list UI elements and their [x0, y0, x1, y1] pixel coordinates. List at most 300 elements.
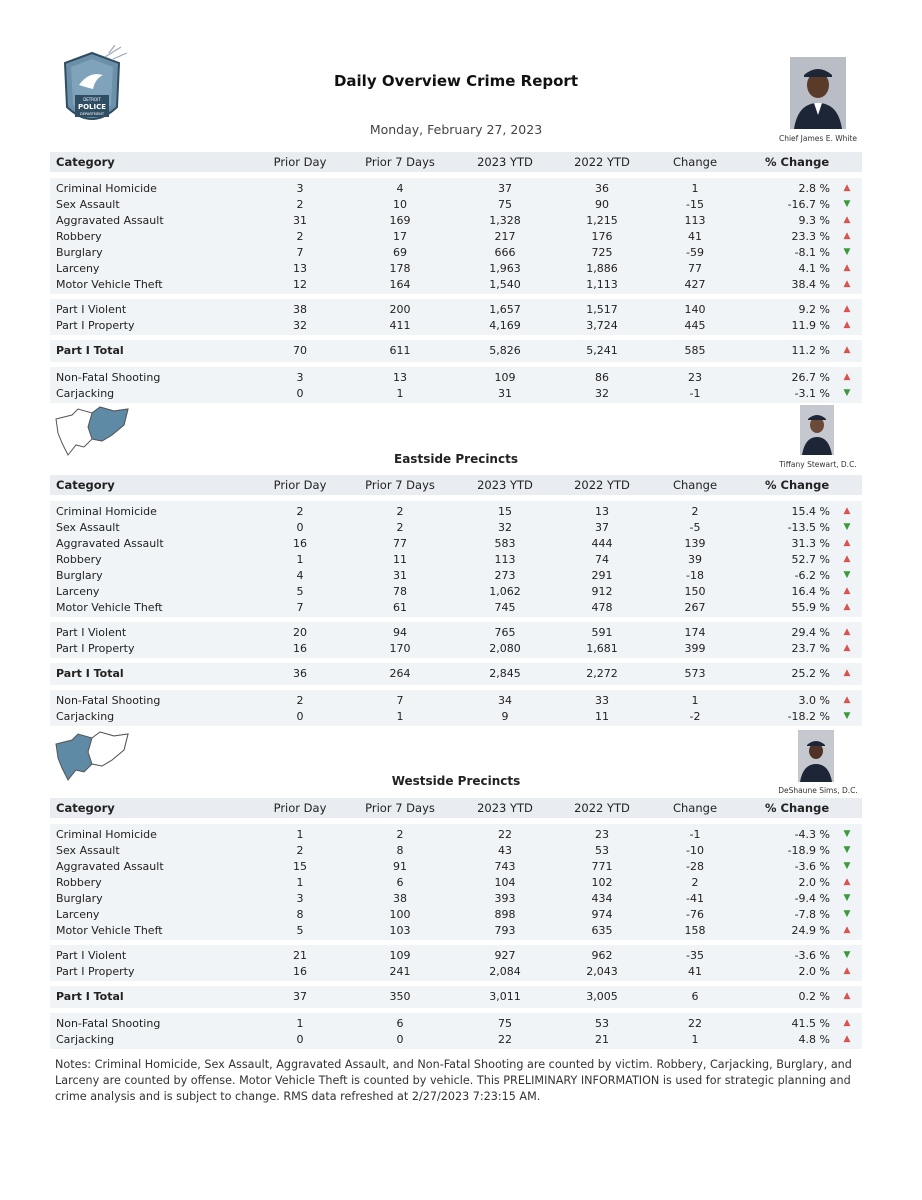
cell-ytd23: 217	[494, 230, 516, 243]
cell-p7: 78	[393, 585, 407, 598]
cell-p7: 164	[389, 278, 411, 291]
up-arrow-icon: ▲	[843, 627, 851, 637]
cell-chg: -18	[686, 569, 704, 582]
cell-p7: 94	[393, 626, 407, 639]
cell-ytd23: 15	[498, 505, 512, 518]
cell-ytd23: 927	[494, 949, 516, 962]
cell-ytd22: 1,517	[586, 303, 618, 316]
row-category: Criminal Homicide	[56, 182, 157, 195]
cell-chg: 1	[691, 1033, 699, 1046]
cell-ytd23: 765	[494, 626, 516, 639]
table-row	[50, 1032, 862, 1047]
cell-ytd23: 113	[494, 553, 516, 566]
cell-p7: 6	[396, 876, 404, 889]
cell-pd: 7	[296, 246, 304, 259]
cell-ytd23: 1,540	[489, 278, 521, 291]
eastside-title: Eastside Precincts	[394, 452, 518, 466]
cell-pd: 1	[296, 828, 304, 841]
cell-ytd23: 75	[498, 198, 512, 211]
row-category: Sex Assault	[56, 198, 120, 211]
table-row	[50, 693, 862, 708]
table-row	[50, 875, 862, 890]
cell-pd: 1	[296, 1017, 304, 1030]
cell-ytd22: 21	[595, 1033, 609, 1046]
down-arrow-icon: ▼	[843, 570, 851, 580]
westside-caption: DeShaune Sims, D.C.	[778, 786, 858, 795]
row-category: Carjacking	[56, 387, 115, 400]
cell-ytd22: 1,886	[586, 262, 618, 275]
cell-ytd22: 23	[595, 828, 609, 841]
cell-ytd22: 478	[591, 601, 613, 614]
cell-pct-change: 26.7 %	[791, 371, 830, 384]
cell-pct-change: 2.8 %	[798, 182, 830, 195]
cell-chg: 23	[688, 371, 702, 384]
cell-p7: 170	[389, 642, 411, 655]
cell-pd: 2	[296, 844, 304, 857]
cell-chg: 22	[688, 1017, 702, 1030]
column-header: Prior 7 Days	[365, 478, 435, 492]
column-header: Change	[672, 155, 718, 169]
column-header: Prior Day	[273, 478, 327, 492]
row-category: Motor Vehicle Theft	[56, 601, 163, 614]
cell-ytd22: 974	[591, 908, 613, 921]
cell-pct-change: 0.2 %	[798, 990, 830, 1003]
table-row	[50, 923, 862, 938]
cell-chg: 113	[684, 214, 706, 227]
cell-ytd23: 37	[498, 182, 512, 195]
cell-chg: 573	[684, 667, 706, 680]
down-arrow-icon: ▼	[843, 893, 851, 903]
cell-pd: 16	[293, 537, 307, 550]
column-header: Change	[672, 478, 718, 492]
cell-ytd23: 583	[494, 537, 516, 550]
cell-p7: 31	[393, 569, 407, 582]
cell-chg: -5	[689, 521, 701, 534]
cell-ytd22: 725	[591, 246, 613, 259]
cell-pct-change: 11.2 %	[791, 344, 830, 357]
down-arrow-icon: ▼	[843, 845, 851, 855]
cell-ytd23: 2,084	[489, 965, 521, 978]
cell-chg: 1	[691, 182, 699, 195]
table-row	[50, 641, 862, 656]
cell-ytd22: 591	[591, 626, 613, 639]
cell-pd: 70	[293, 344, 307, 357]
cell-p7: 6	[396, 1017, 404, 1030]
up-arrow-icon: ▲	[843, 215, 851, 225]
column-header: 2022 YTD	[574, 801, 630, 815]
cell-ytd22: 912	[591, 585, 613, 598]
cell-ytd23: 1,657	[489, 303, 521, 316]
cell-pct-change: 2.0 %	[798, 965, 830, 978]
cell-p7: 7	[396, 694, 404, 707]
cell-pct-change: -7.8 %	[794, 908, 830, 921]
row-category: Robbery	[56, 230, 102, 243]
row-category: Part I Total	[56, 667, 124, 680]
cell-p7: 264	[389, 667, 411, 680]
table-row	[50, 709, 862, 724]
table-row	[50, 989, 862, 1004]
cell-ytd23: 9	[501, 710, 509, 723]
up-arrow-icon: ▲	[843, 925, 851, 935]
chief-caption: Chief James E. White	[778, 134, 858, 143]
up-arrow-icon: ▲	[843, 991, 851, 1001]
down-arrow-icon: ▼	[843, 388, 851, 398]
eastside-dc-photo	[800, 405, 834, 455]
row-category: Robbery	[56, 876, 102, 889]
cell-p7: 4	[396, 182, 404, 195]
table-row	[50, 318, 862, 333]
table-row	[50, 302, 862, 317]
row-category: Part I Violent	[56, 949, 127, 962]
cell-pd: 31	[293, 214, 307, 227]
cell-pd: 38	[293, 303, 307, 316]
cell-ytd22: 90	[595, 198, 609, 211]
column-header: 2022 YTD	[574, 478, 630, 492]
column-header: Prior 7 Days	[365, 155, 435, 169]
cell-ytd23: 75	[498, 1017, 512, 1030]
cell-pct-change: -3.1 %	[794, 387, 830, 400]
up-arrow-icon: ▲	[843, 263, 851, 273]
cell-ytd22: 434	[591, 892, 613, 905]
column-header-pct-change: % Change	[765, 801, 830, 815]
up-arrow-icon: ▲	[843, 506, 851, 516]
cell-ytd23: 31	[498, 387, 512, 400]
row-category: Aggravated Assault	[56, 214, 164, 227]
cell-chg: 140	[684, 303, 706, 316]
cell-p7: 611	[389, 344, 411, 357]
cell-pct-change: -8.1 %	[794, 246, 830, 259]
cell-ytd22: 1,215	[586, 214, 618, 227]
cell-ytd23: 43	[498, 844, 512, 857]
up-arrow-icon: ▲	[843, 1034, 851, 1044]
row-category: Part I Property	[56, 319, 135, 332]
table-row	[50, 197, 862, 212]
cell-ytd23: 32	[498, 521, 512, 534]
cell-ytd22: 37	[595, 521, 609, 534]
cell-pct-change: -6.2 %	[794, 569, 830, 582]
column-header: Change	[672, 801, 718, 815]
cell-chg: 1	[691, 694, 699, 707]
up-arrow-icon: ▲	[843, 345, 851, 355]
cell-pct-change: 23.7 %	[791, 642, 830, 655]
cell-ytd23: 22	[498, 1033, 512, 1046]
logo-text-1: DETROIT	[83, 97, 101, 102]
cell-pct-change: 16.4 %	[791, 585, 830, 598]
cell-ytd22: 635	[591, 924, 613, 937]
cell-pct-change: -18.9 %	[787, 844, 830, 857]
cell-chg: -41	[686, 892, 704, 905]
cell-p7: 8	[396, 844, 404, 857]
cell-p7: 69	[393, 246, 407, 259]
cell-ytd22: 86	[595, 371, 609, 384]
cell-chg: 427	[684, 278, 706, 291]
row-category: Burglary	[56, 569, 103, 582]
logo-text-3: DEPARTMENT	[79, 112, 105, 116]
cell-pct-change: 3.0 %	[798, 694, 830, 707]
table-row	[50, 536, 862, 551]
up-arrow-icon: ▲	[843, 279, 851, 289]
cell-p7: 411	[389, 319, 411, 332]
table-row	[50, 964, 862, 979]
cell-ytd23: 5,826	[489, 344, 521, 357]
cell-ytd22: 2,043	[586, 965, 618, 978]
table-row	[50, 245, 862, 260]
row-category: Sex Assault	[56, 521, 120, 534]
cell-ytd22: 3,005	[586, 990, 618, 1003]
cell-pct-change: 24.9 %	[791, 924, 830, 937]
cell-p7: 77	[393, 537, 407, 550]
cell-chg: 139	[684, 537, 706, 550]
cell-pd: 3	[296, 182, 304, 195]
cell-p7: 109	[389, 949, 411, 962]
report-date: Monday, February 27, 2023	[369, 122, 543, 137]
cell-pct-change: -3.6 %	[794, 860, 830, 873]
cell-ytd22: 771	[591, 860, 613, 873]
row-category: Burglary	[56, 892, 103, 905]
table-row	[50, 520, 862, 535]
cell-pd: 20	[293, 626, 307, 639]
table-row	[50, 625, 862, 640]
westside-title: Westside Precincts	[391, 774, 521, 788]
cell-pd: 1	[296, 553, 304, 566]
cell-pct-change: 4.1 %	[798, 262, 830, 275]
up-arrow-icon: ▲	[843, 877, 851, 887]
cell-ytd23: 745	[494, 601, 516, 614]
cell-pct-change: 11.9 %	[791, 319, 830, 332]
up-arrow-icon: ▲	[843, 538, 851, 548]
cell-ytd22: 11	[595, 710, 609, 723]
table-row	[50, 552, 862, 567]
cell-p7: 91	[393, 860, 407, 873]
cell-pct-change: 23.3 %	[791, 230, 830, 243]
cell-p7: 241	[389, 965, 411, 978]
table-row	[50, 370, 862, 385]
cell-pct-change: 29.4 %	[791, 626, 830, 639]
cell-ytd23: 273	[494, 569, 516, 582]
cell-p7: 350	[389, 990, 411, 1003]
row-category: Larceny	[56, 908, 100, 921]
cell-pd: 15	[293, 860, 307, 873]
cell-p7: 2	[396, 828, 404, 841]
cell-ytd23: 104	[494, 876, 516, 889]
column-header: Prior 7 Days	[365, 801, 435, 815]
up-arrow-icon: ▲	[843, 183, 851, 193]
cell-pd: 2	[296, 505, 304, 518]
cell-p7: 178	[389, 262, 411, 275]
down-arrow-icon: ▼	[843, 522, 851, 532]
cell-chg: -2	[689, 710, 701, 723]
down-arrow-icon: ▼	[843, 247, 851, 257]
cell-ytd23: 793	[494, 924, 516, 937]
report-notes: Notes: Criminal Homicide, Sex Assault, Aggravated Assault, and Non-Fatal Shooting are counted by victim. Robbery, Carjacking, Burglary, and Larceny are counted by offense. Motor Vehicle Theft is counted by vehicle. This PRELIMINARY INFORMATION is used for strategic planning and crime analysis and is subject to change. RMS data refreshed at 2/27/2023 7:23:15 AM.	[55, 1058, 852, 1103]
row-category: Sex Assault	[56, 844, 120, 857]
cell-pd: 2	[296, 198, 304, 211]
down-arrow-icon: ▼	[843, 950, 851, 960]
row-category: Carjacking	[56, 710, 115, 723]
cell-ytd22: 53	[595, 1017, 609, 1030]
cell-pct-change: 9.3 %	[798, 214, 830, 227]
cell-ytd22: 53	[595, 844, 609, 857]
cell-chg: 445	[684, 319, 706, 332]
cell-chg: 6	[691, 990, 699, 1003]
cell-pd: 37	[293, 990, 307, 1003]
cell-ytd22: 176	[591, 230, 613, 243]
cell-chg: 39	[688, 553, 702, 566]
cell-p7: 200	[389, 303, 411, 316]
cell-chg: -15	[686, 198, 704, 211]
cell-chg: 2	[691, 505, 699, 518]
table-row	[50, 1016, 862, 1031]
cell-pct-change: 41.5 %	[791, 1017, 830, 1030]
row-category: Larceny	[56, 585, 100, 598]
cell-p7: 10	[393, 198, 407, 211]
column-header-category: Category	[56, 801, 115, 815]
cell-ytd22: 291	[591, 569, 613, 582]
page-title: Daily Overview Crime Report	[333, 72, 579, 90]
cell-ytd23: 2,845	[489, 667, 521, 680]
table-header-row	[50, 475, 862, 495]
cell-ytd22: 33	[595, 694, 609, 707]
cell-p7: 100	[389, 908, 411, 921]
row-category: Part I Violent	[56, 303, 127, 316]
cell-chg: 399	[684, 642, 706, 655]
up-arrow-icon: ▲	[843, 643, 851, 653]
table-row	[50, 386, 862, 401]
table-row	[50, 277, 862, 292]
row-category: Part I Total	[56, 990, 124, 1003]
column-header-pct-change: % Change	[765, 478, 830, 492]
cell-pct-change: 52.7 %	[791, 553, 830, 566]
cell-chg: 150	[684, 585, 706, 598]
row-category: Robbery	[56, 553, 102, 566]
table-row	[50, 343, 862, 358]
cell-ytd23: 1,963	[489, 262, 521, 275]
up-arrow-icon: ▲	[843, 304, 851, 314]
cell-ytd22: 13	[595, 505, 609, 518]
up-arrow-icon: ▲	[843, 1018, 851, 1028]
cell-pd: 7	[296, 601, 304, 614]
cell-p7: 13	[393, 371, 407, 384]
cell-p7: 169	[389, 214, 411, 227]
cell-p7: 2	[396, 505, 404, 518]
table-row	[50, 907, 862, 922]
column-header: 2023 YTD	[477, 155, 533, 169]
column-header: 2023 YTD	[477, 801, 533, 815]
cell-pd: 0	[296, 387, 304, 400]
cell-chg: -59	[686, 246, 704, 259]
cell-ytd22: 2,272	[586, 667, 618, 680]
cell-ytd22: 102	[591, 876, 613, 889]
cell-ytd23: 3,011	[489, 990, 521, 1003]
cell-ytd23: 1,328	[489, 214, 521, 227]
table-row	[50, 891, 862, 906]
cell-pd: 12	[293, 278, 307, 291]
cell-pd: 4	[296, 569, 304, 582]
cell-pd: 2	[296, 694, 304, 707]
cell-ytd22: 74	[595, 553, 609, 566]
row-category: Criminal Homicide	[56, 505, 157, 518]
cell-chg: 585	[684, 344, 706, 357]
column-header-category: Category	[56, 155, 115, 169]
down-arrow-icon: ▼	[843, 909, 851, 919]
up-arrow-icon: ▲	[843, 668, 851, 678]
table-row	[50, 600, 862, 615]
column-header: Prior Day	[273, 801, 327, 815]
cell-pd: 16	[293, 642, 307, 655]
table-row	[50, 859, 862, 874]
cell-pct-change: 9.2 %	[798, 303, 830, 316]
cell-ytd22: 1,681	[586, 642, 618, 655]
table-row	[50, 827, 862, 842]
cell-pct-change: 4.8 %	[798, 1033, 830, 1046]
cell-chg: 267	[684, 601, 706, 614]
row-category: Non-Fatal Shooting	[56, 1017, 161, 1030]
cell-pd: 16	[293, 965, 307, 978]
cell-chg: -76	[686, 908, 704, 921]
table-row	[50, 261, 862, 276]
cell-p7: 17	[393, 230, 407, 243]
cell-chg: -28	[686, 860, 704, 873]
up-arrow-icon: ▲	[843, 231, 851, 241]
up-arrow-icon: ▲	[843, 695, 851, 705]
table-row	[50, 229, 862, 244]
cell-ytd22: 1,113	[586, 278, 618, 291]
cell-ytd23: 743	[494, 860, 516, 873]
cell-pct-change: 38.4 %	[791, 278, 830, 291]
cell-ytd22: 32	[595, 387, 609, 400]
cell-chg: 2	[691, 876, 699, 889]
table-row	[50, 504, 862, 519]
cell-pd: 21	[293, 949, 307, 962]
up-arrow-icon: ▲	[843, 966, 851, 976]
row-category: Aggravated Assault	[56, 537, 164, 550]
table-header-row	[50, 798, 862, 818]
down-arrow-icon: ▼	[843, 829, 851, 839]
cell-pct-change: -18.2 %	[787, 710, 830, 723]
cell-ytd23: 666	[494, 246, 516, 259]
cell-ytd23: 393	[494, 892, 516, 905]
logo-text-2: POLICE	[77, 103, 107, 111]
table-header-row	[50, 152, 862, 172]
cell-ytd23: 898	[494, 908, 516, 921]
cell-pct-change: -9.4 %	[794, 892, 830, 905]
cell-pd: 36	[293, 667, 307, 680]
cell-pd: 5	[296, 585, 304, 598]
row-category: Non-Fatal Shooting	[56, 371, 161, 384]
up-arrow-icon: ▲	[843, 602, 851, 612]
row-category: Part I Violent	[56, 626, 127, 639]
column-header: Prior Day	[273, 155, 327, 169]
cell-chg: 174	[684, 626, 706, 639]
table-row	[50, 948, 862, 963]
cell-ytd23: 22	[498, 828, 512, 841]
table-row	[50, 584, 862, 599]
cell-ytd22: 3,724	[586, 319, 618, 332]
up-arrow-icon: ▲	[843, 554, 851, 564]
table-row	[50, 843, 862, 858]
cell-chg: 41	[688, 230, 702, 243]
up-arrow-icon: ▲	[843, 372, 851, 382]
cell-chg: -1	[689, 828, 701, 841]
cell-chg: -1	[689, 387, 701, 400]
cell-chg: 41	[688, 965, 702, 978]
column-header-category: Category	[56, 478, 115, 492]
table-row	[50, 568, 862, 583]
cell-p7: 38	[393, 892, 407, 905]
table-row	[50, 666, 862, 681]
down-arrow-icon: ▼	[843, 711, 851, 721]
cell-p7: 103	[389, 924, 411, 937]
